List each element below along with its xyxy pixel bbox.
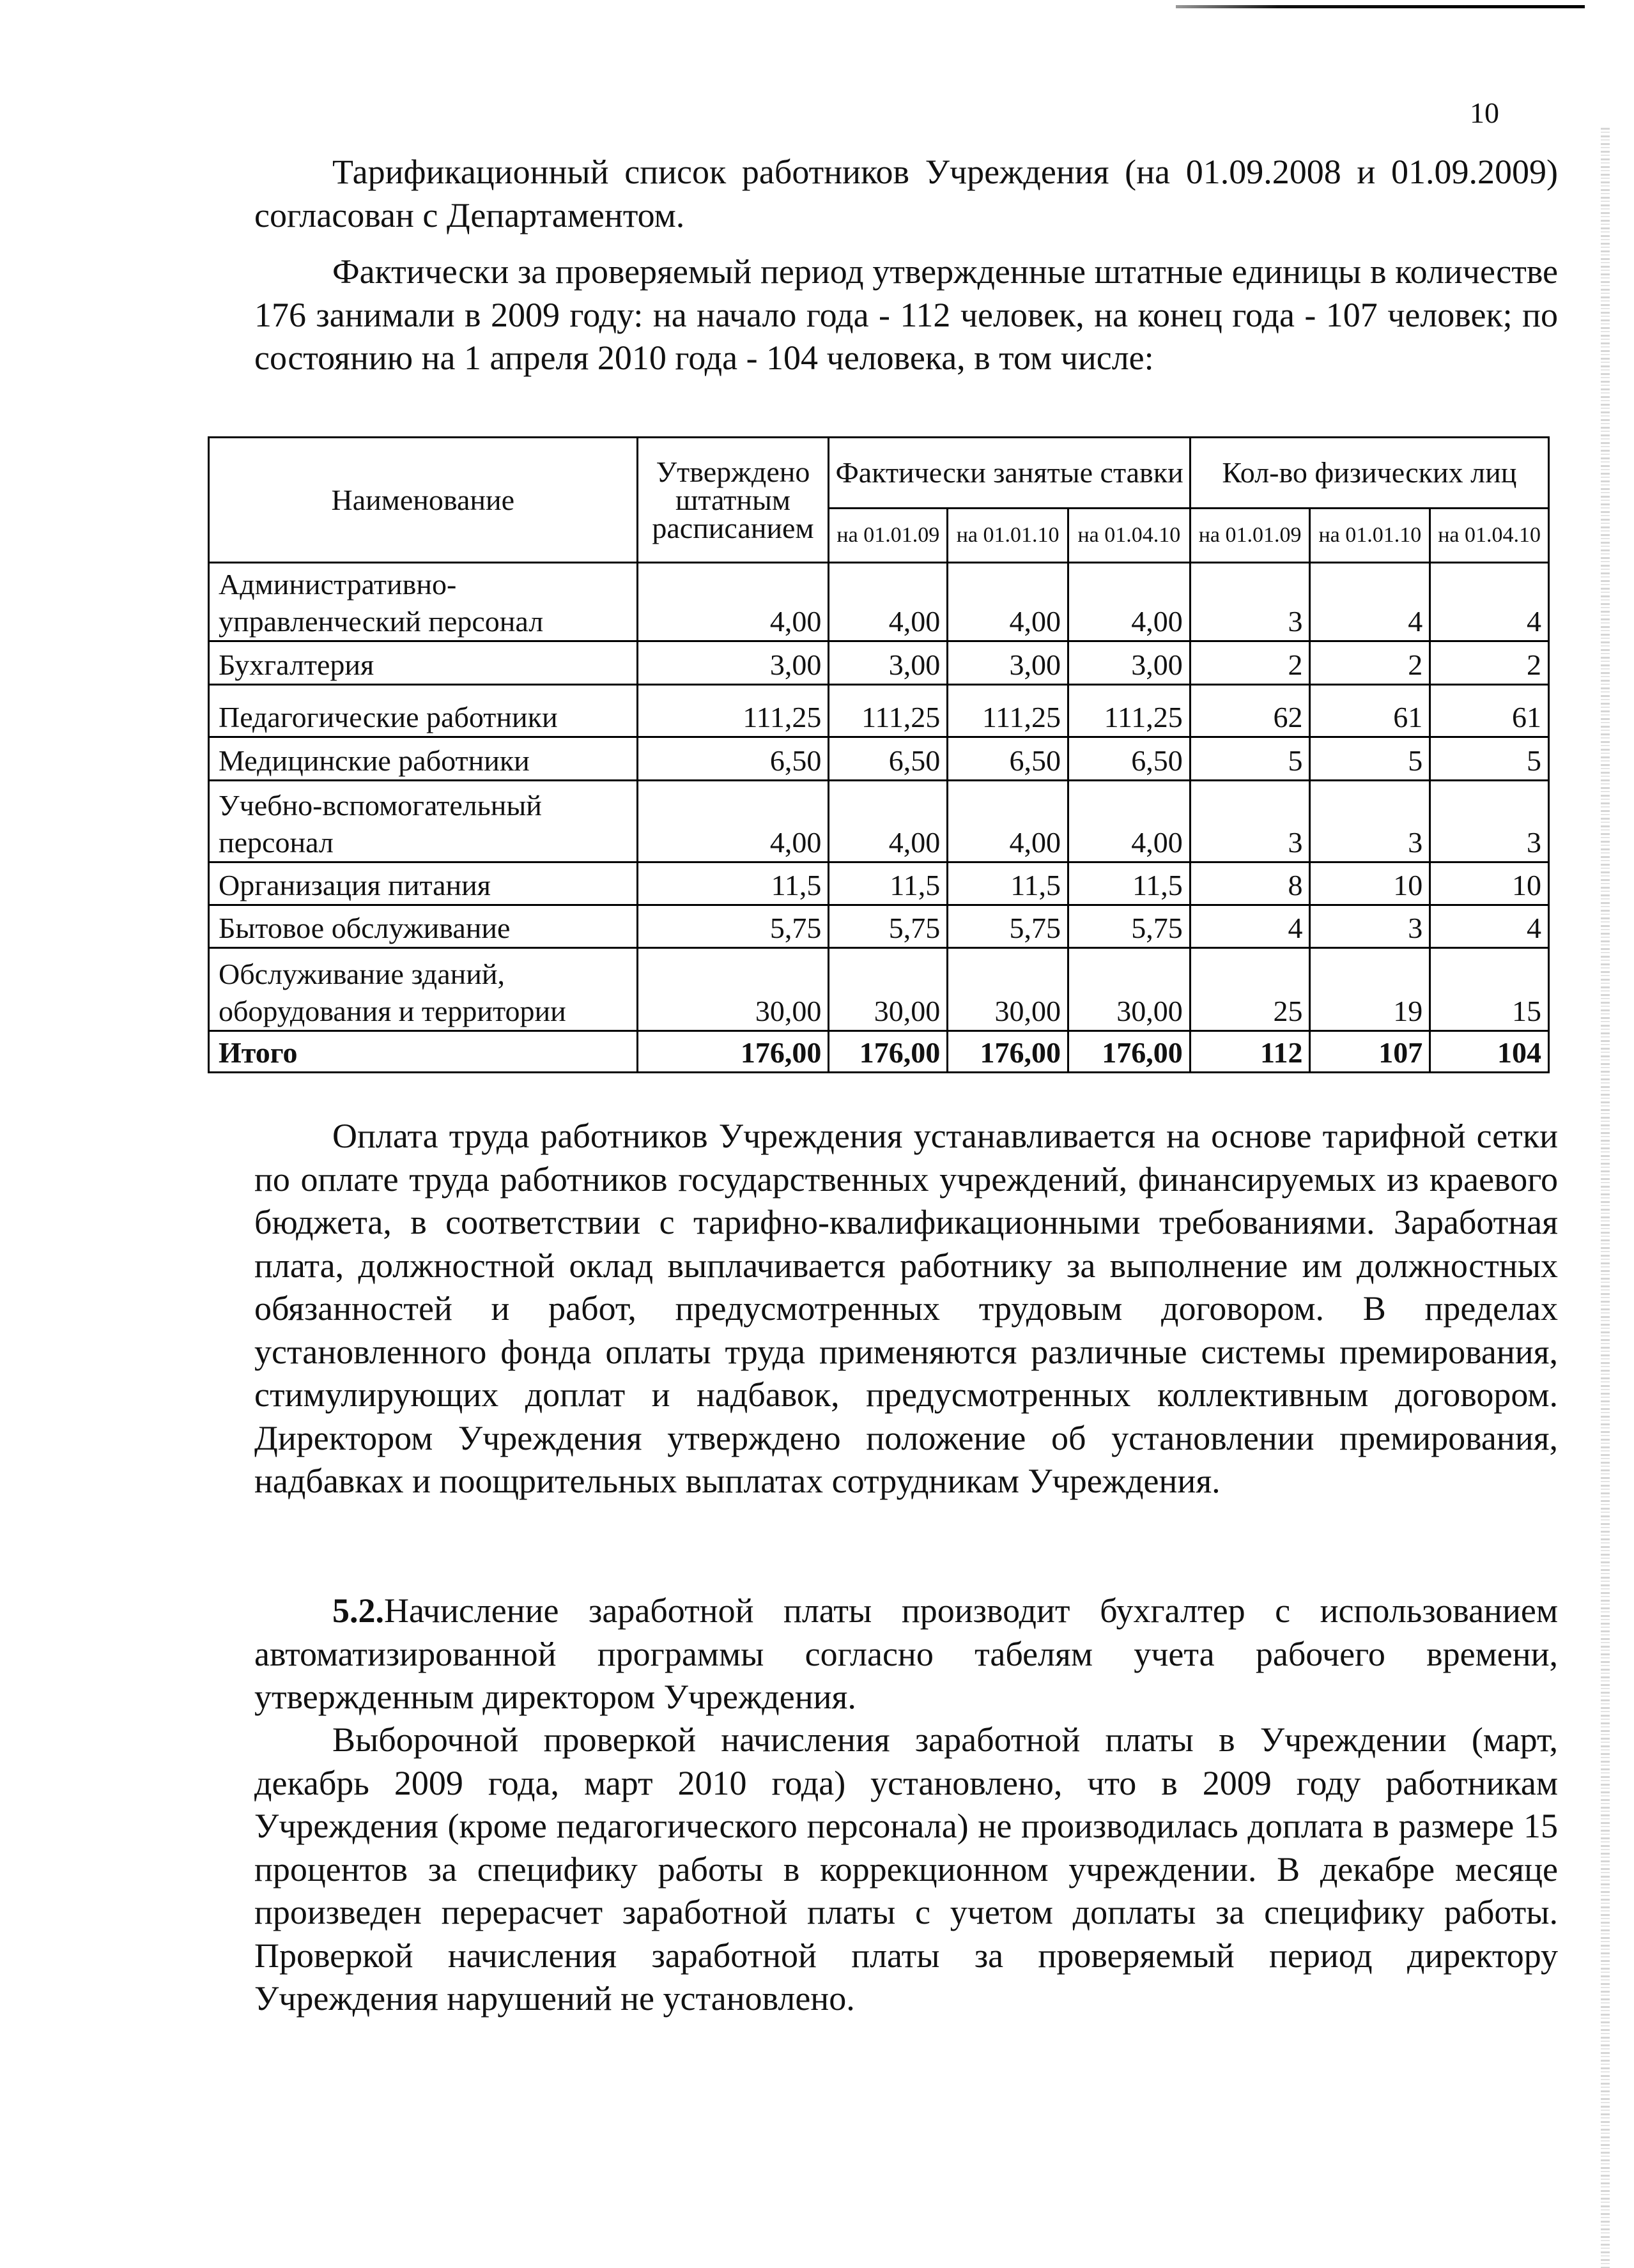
total-label: Итого xyxy=(209,1031,638,1073)
cell-pers: 3 xyxy=(1310,905,1430,948)
cell-occ: 30,00 xyxy=(1068,948,1190,1031)
table-total-row xyxy=(209,1031,1549,1073)
cell-approved: 6,50 xyxy=(637,737,829,781)
table-row xyxy=(209,948,1549,1031)
cell-occ: 6,50 xyxy=(1068,737,1190,781)
section-number: 5.2. xyxy=(332,1591,384,1630)
table-row xyxy=(209,862,1549,905)
subheader-pers-010410: на 01.04.10 xyxy=(1430,509,1549,563)
cell-pers: 8 xyxy=(1190,862,1310,905)
total-pers: 112 xyxy=(1190,1031,1310,1073)
cell-occ: 5,75 xyxy=(1068,905,1190,948)
table-row xyxy=(209,781,1549,862)
row-name: Административно-управленческий персонал xyxy=(209,563,638,641)
cell-approved: 4,00 xyxy=(637,781,829,862)
subheader-pers-010110: на 01.01.10 xyxy=(1310,509,1430,563)
page-number: 10 xyxy=(1470,96,1499,129)
cell-pers: 4 xyxy=(1430,905,1549,948)
cell-occ: 111,25 xyxy=(829,685,948,737)
cell-occ: 3,00 xyxy=(829,641,948,685)
cell-approved: 111,25 xyxy=(637,685,829,737)
cell-occ: 6,50 xyxy=(948,737,1068,781)
cell-occ: 5,75 xyxy=(829,905,948,948)
cell-approved: 11,5 xyxy=(637,862,829,905)
cell-occ: 4,00 xyxy=(1068,781,1190,862)
total-pers: 104 xyxy=(1430,1031,1549,1073)
cell-occ: 11,5 xyxy=(829,862,948,905)
total-occ: 176,00 xyxy=(829,1031,948,1073)
cell-occ: 3,00 xyxy=(948,641,1068,685)
cell-approved: 4,00 xyxy=(637,563,829,641)
cell-occ: 111,25 xyxy=(948,685,1068,737)
paragraph-text: Тарификационный список работников Учреждения (на 01.09.2008 и 01.09.2009) согласован с Департаментом. xyxy=(254,153,1558,234)
paragraph-text: Начисление заработной платы производит бухгалтер с использованием автоматизированной программы согласно табелям учета рабочего времени, утвержденным директором Учреждения. xyxy=(254,1591,1558,1716)
header-persons-count: Кол-во физических лиц xyxy=(1190,438,1548,509)
cell-pers: 4 xyxy=(1310,563,1430,641)
table-row xyxy=(209,685,1549,737)
cell-occ: 11,5 xyxy=(1068,862,1190,905)
total-occ: 176,00 xyxy=(948,1031,1068,1073)
cell-pers: 19 xyxy=(1310,948,1430,1031)
row-name: Обслуживание зданий, оборудования и территории xyxy=(209,948,638,1031)
cell-occ: 5,75 xyxy=(948,905,1068,948)
paragraph-staff-actual xyxy=(254,250,1558,380)
cell-occ: 3,00 xyxy=(1068,641,1190,685)
cell-pers: 3 xyxy=(1190,563,1310,641)
cell-occ: 6,50 xyxy=(829,737,948,781)
subheader-occ-010109: на 01.01.09 xyxy=(829,509,948,563)
header-approved: Утверждено штатным расписанием xyxy=(637,438,829,563)
cell-pers: 2 xyxy=(1430,641,1549,685)
cell-occ: 111,25 xyxy=(1068,685,1190,737)
row-name: Учебно-вспомогательный персонал xyxy=(209,781,638,862)
paragraph-salary-basis xyxy=(254,1115,1558,1503)
table-row xyxy=(209,641,1549,685)
table-row xyxy=(209,905,1549,948)
cell-occ: 4,00 xyxy=(948,781,1068,862)
scan-edge-noise xyxy=(1601,128,1610,2268)
header-name: Наименование xyxy=(209,438,638,563)
staff-table xyxy=(208,436,1550,1073)
cell-occ: 4,00 xyxy=(829,781,948,862)
cell-pers: 3 xyxy=(1430,781,1549,862)
cell-occ: 4,00 xyxy=(948,563,1068,641)
paragraph-tariff-list xyxy=(254,151,1558,237)
cell-occ: 30,00 xyxy=(829,948,948,1031)
cell-approved: 3,00 xyxy=(637,641,829,685)
table-row xyxy=(209,737,1549,781)
cell-pers: 25 xyxy=(1190,948,1310,1031)
cell-pers: 10 xyxy=(1310,862,1430,905)
row-name: Педагогические работники xyxy=(209,685,638,737)
row-name: Бухгалтерия xyxy=(209,641,638,685)
paragraph-text: Фактически за проверяемый период утвержденные штатные единицы в количестве 176 занимали в 2009 году: на начало года - 112 человек, на конец года - 107 человек; по состоянию на 1 апреля 2010 года - 104 человека, в том числе: xyxy=(254,252,1558,377)
paragraph-sample-check xyxy=(254,1719,1558,2021)
cell-pers: 3 xyxy=(1310,781,1430,862)
paragraph-text: Выборочной проверкой начисления заработной платы в Учреждении (март, декабрь 2009 года, март 2010 года) установлено, что в 2009 году работникам Учреждения (кроме педагогического персонала) не производилась доплата в размере 15 процентов за специфику работы в коррекционном учреждении. В декабре месяце произведен перерасчет заработной платы с учетом доплаты за специфику работы. Проверкой начисления заработной платы за проверяемый период директору Учреждения нарушений не установлено. xyxy=(254,1720,1558,2018)
row-name: Бытовое обслуживание xyxy=(209,905,638,948)
cell-approved: 5,75 xyxy=(637,905,829,948)
subheader-pers-010109: на 01.01.09 xyxy=(1190,509,1310,563)
cell-pers: 61 xyxy=(1430,685,1549,737)
paragraph-section-5-2 xyxy=(254,1590,1558,1719)
cell-pers: 4 xyxy=(1430,563,1549,641)
cell-occ: 4,00 xyxy=(1068,563,1190,641)
cell-occ: 4,00 xyxy=(829,563,948,641)
cell-pers: 5 xyxy=(1310,737,1430,781)
cell-pers: 15 xyxy=(1430,948,1549,1031)
cell-occ: 11,5 xyxy=(948,862,1068,905)
cell-approved: 30,00 xyxy=(637,948,829,1031)
cell-pers: 2 xyxy=(1310,641,1430,685)
cell-occ: 30,00 xyxy=(948,948,1068,1031)
total-pers: 107 xyxy=(1310,1031,1430,1073)
scan-top-rule xyxy=(1176,5,1585,8)
cell-pers: 10 xyxy=(1430,862,1549,905)
cell-pers: 2 xyxy=(1190,641,1310,685)
cell-pers: 61 xyxy=(1310,685,1430,737)
subheader-occ-010110: на 01.01.10 xyxy=(948,509,1068,563)
cell-pers: 5 xyxy=(1430,737,1549,781)
header-occupied-rates: Фактически занятые ставки xyxy=(829,438,1190,509)
row-name: Организация питания xyxy=(209,862,638,905)
cell-pers: 5 xyxy=(1190,737,1310,781)
cell-pers: 4 xyxy=(1190,905,1310,948)
cell-pers: 3 xyxy=(1190,781,1310,862)
cell-pers: 62 xyxy=(1190,685,1310,737)
table-row xyxy=(209,563,1549,641)
total-occ: 176,00 xyxy=(1068,1031,1190,1073)
total-approved: 176,00 xyxy=(637,1031,829,1073)
subheader-occ-010410: на 01.04.10 xyxy=(1068,509,1190,563)
row-name: Медицинские работники xyxy=(209,737,638,781)
paragraph-text: Оплата труда работников Учреждения устанавливается на основе тарифной сетки по оплате труда работников государственных учреждений, финансируемых из краевого бюджета, в соответствии с тарифно-квалификационными требованиями. Заработная плата, должностной оклад выплачивается работнику за выполнение им должностных обязанностей и работ, предусмотренных трудовым договором. В пределах установленного фонда оплаты труда применяются различные системы премирования, стимулирующих доплат и надбавок, предусмотренных коллективным договором. Директором Учреждения утверждено положение об установлении премирования, надбавках и поощрительных выплатах сотрудникам Учреждения. xyxy=(254,1117,1558,1500)
